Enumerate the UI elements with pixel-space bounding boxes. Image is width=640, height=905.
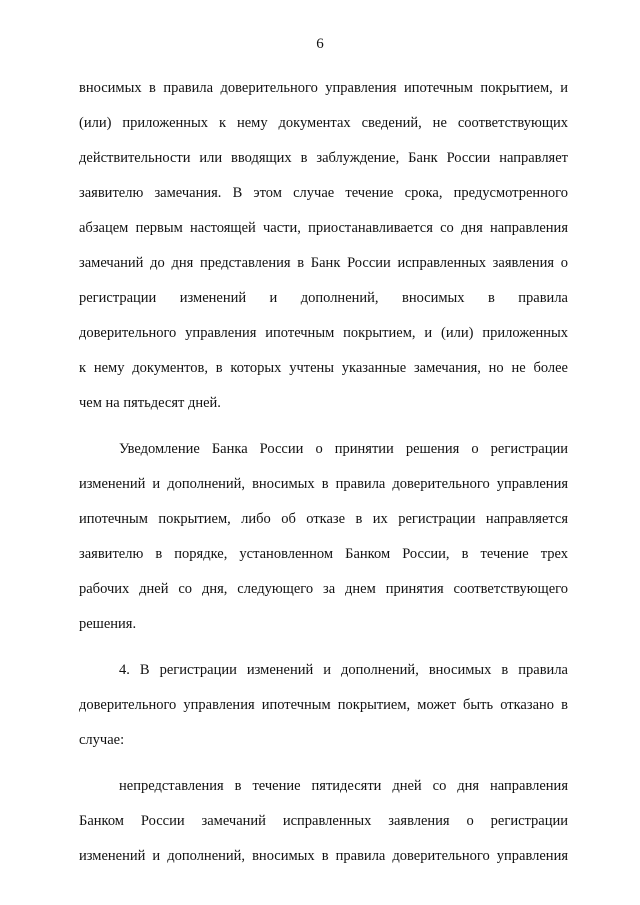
text-line: к нему документов, в которых учтены указанные замечания, но не более [79,360,568,376]
text-line: (или) приложенных к нему документах сведений, не соответствующих [79,115,568,131]
text-line: случае: [79,732,125,748]
text-line: вносимых в правила доверительного управления ипотечным покрытием, и [79,80,568,96]
text-line: замечаний до дня представления в Банк России исправленных заявления о [79,255,568,271]
text-line: Банком России замечаний исправленных заявления о регистрации [79,813,568,829]
document-body [79,71,568,874]
text-line: ипотечным покрытием, либо об отказе в их регистрации направляется [79,511,568,527]
text-line: чем на пятьдесят дней. [79,395,221,411]
text-line: действительности или вводящих в заблуждение, Банк России направляет [79,150,568,166]
text-line: заявителю в порядке, установленном Банком России, в течение трех [79,546,568,562]
text-line: доверительного управления ипотечным покрытием, может быть отказано в [79,697,568,713]
paragraph-gap [79,758,568,769]
paragraph-gap [79,421,568,432]
text-line: рабочих дней со дня, следующего за днем принятия соответствующего [79,581,568,597]
paragraph-gap [79,642,568,653]
text-line: абзацем первым настоящей части, приостанавливается со дня направления [79,220,568,236]
page-number: 6 [316,36,324,52]
text-line: заявителю замечания. В этом случае течение срока, предусмотренного [79,185,568,201]
paragraph [79,432,568,642]
paragraph [79,653,568,758]
text-line: 4. В регистрации изменений и дополнений, вносимых в правила [119,662,568,678]
text-line: решения. [79,616,137,632]
paragraph [79,71,568,421]
paragraph [79,769,568,874]
text-line: изменений и дополнений, вносимых в правила доверительного управления [79,848,568,864]
text-line: изменений и дополнений, вносимых в правила доверительного управления [79,476,568,492]
text-line: регистрации изменений и дополнений, вносимых в правила [79,290,568,306]
text-line: непредставления в течение пятидесяти дней со дня направления [119,778,568,794]
text-line: Уведомление Банка России о принятии решения о регистрации [119,441,568,457]
text-line: доверительного управления ипотечным покрытием, и (или) приложенных [79,325,568,341]
